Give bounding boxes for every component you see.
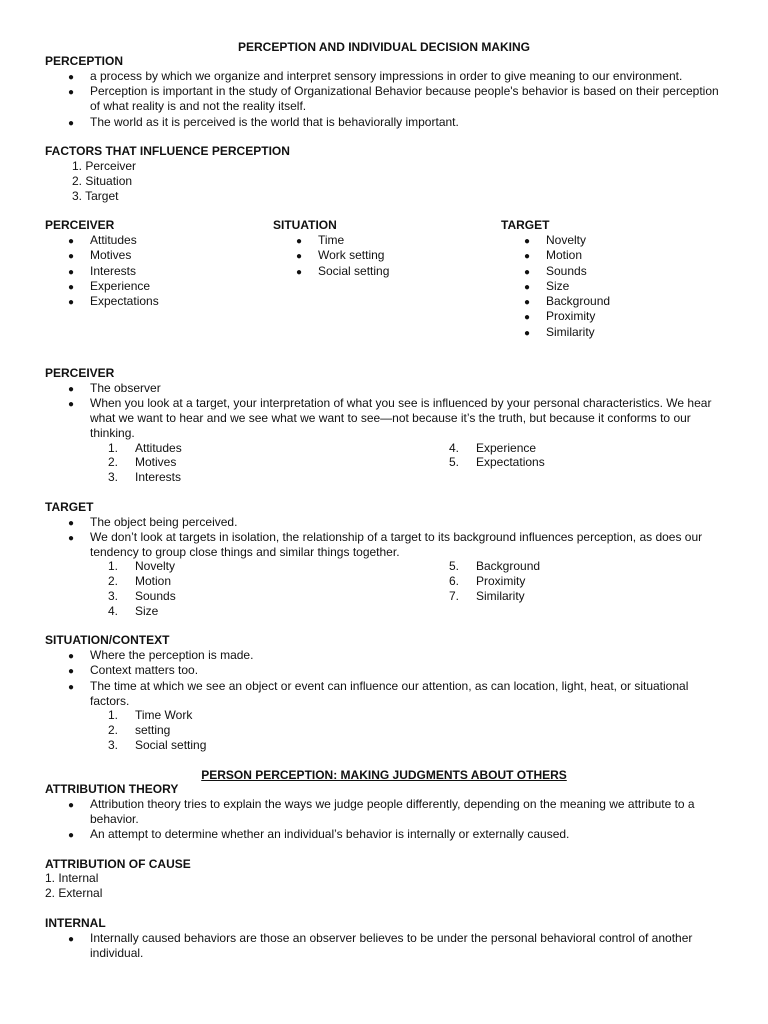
- bullet-icon: ●: [68, 533, 75, 544]
- bullet-icon: ●: [68, 651, 75, 662]
- col-target-item: Proximity: [546, 309, 596, 323]
- col-situation-item: Time: [318, 233, 345, 247]
- bullet-icon: ●: [68, 87, 75, 98]
- col-perceiver-item: Interests: [90, 264, 137, 278]
- list-number: 3.: [108, 470, 119, 484]
- col-perceiver-item: Attitudes: [90, 233, 137, 247]
- cause-item: 1. Internal: [45, 871, 99, 885]
- cause-item: 2. External: [45, 886, 103, 900]
- attribution-cause-heading: ATTRIBUTION OF CAUSE: [45, 857, 191, 871]
- bullet-icon: ●: [68, 682, 75, 693]
- attribution-theory-heading: ATTRIBUTION THEORY: [45, 782, 179, 796]
- list-item: Similarity: [476, 589, 525, 603]
- list-number: 3.: [108, 738, 119, 752]
- list-item: Motion: [135, 574, 172, 588]
- attribution-bullet-1: Attribution theory tries to explain the ways we judge people differently, depending on the meaning we attribute to a behavior.: [90, 797, 695, 826]
- bullet-icon: ●: [68, 830, 75, 841]
- bullet-icon: ●: [68, 666, 75, 677]
- bullet-icon: ●: [68, 399, 75, 410]
- perceiver-section-heading: PERCEIVER: [45, 366, 115, 380]
- bullet-icon: ●: [296, 267, 303, 278]
- col-target-item: Sounds: [546, 264, 587, 278]
- col-perceiver-item: Motives: [90, 248, 132, 262]
- perceiver-bullet-1: The observer: [90, 381, 161, 395]
- target-bullet-1: The object being perceived.: [90, 515, 238, 529]
- list-number: 3.: [108, 589, 119, 603]
- person-perception-heading: PERSON PERCEPTION: MAKING JUDGMENTS ABOUT OTHERS: [201, 768, 567, 782]
- bullet-icon: ●: [68, 267, 75, 278]
- list-item: Social setting: [135, 738, 207, 752]
- list-number: 1.: [108, 441, 119, 455]
- bullet-icon: ●: [68, 800, 75, 811]
- perceiver-bullet-2: When you look at a target, your interpretation of what you see is influenced by your personal characteristics. We hear what we want to hear and we see what we want to see—not because it’s the truth, but because it conforms to our thinking.: [90, 396, 712, 440]
- factor-item: 1. Perceiver: [72, 159, 137, 173]
- bullet-icon: ●: [68, 297, 75, 308]
- bullet-icon: ●: [68, 236, 75, 247]
- bullet-icon: ●: [296, 236, 303, 247]
- bullet-icon: ●: [524, 282, 531, 293]
- bullet-icon: ●: [296, 251, 303, 262]
- factors-heading: FACTORS THAT INFLUENCE PERCEPTION: [45, 144, 290, 158]
- bullet-icon: ●: [524, 328, 531, 339]
- target-bullet-2: We don’t look at targets in isolation, the relationship of a target to its background influences perception, as does our tendency to group close things and similar things together.: [90, 530, 703, 559]
- perception-bullet-2: Perception is important in the study of Organizational Behavior because people's behavior is based on their perception of what reality is and not the reality itself.: [90, 84, 719, 113]
- list-item: setting: [135, 723, 171, 737]
- bullet-icon: ●: [524, 297, 531, 308]
- attribution-bullet-2: An attempt to determine whether an individual’s behavior is internally or externally caused.: [90, 827, 570, 841]
- col-target-item: Novelty: [546, 233, 587, 247]
- list-item: Size: [135, 604, 159, 618]
- perception-bullet-3: The world as it is perceived is the world that is behaviorally important.: [90, 115, 459, 129]
- situation-bullet-2: Context matters too.: [90, 663, 199, 677]
- list-item: Proximity: [476, 574, 526, 588]
- bullet-icon: ●: [524, 236, 531, 247]
- internal-heading: INTERNAL: [45, 916, 106, 930]
- list-item: Motives: [135, 455, 177, 469]
- factor-item: 3. Target: [72, 189, 119, 203]
- list-item: Background: [476, 559, 541, 573]
- list-number: 2.: [108, 455, 119, 469]
- list-item: Interests: [135, 470, 182, 484]
- list-number: 6.: [449, 574, 460, 588]
- bullet-icon: ●: [524, 312, 531, 323]
- list-number: 1.: [108, 708, 119, 722]
- list-number: 4.: [108, 604, 119, 618]
- list-number: 5.: [449, 455, 460, 469]
- list-item: Novelty: [135, 559, 176, 573]
- list-number: 2.: [108, 723, 119, 737]
- bullet-icon: ●: [68, 384, 75, 395]
- list-number: 1.: [108, 559, 119, 573]
- col-target-heading: TARGET: [501, 218, 550, 232]
- list-number: 4.: [449, 441, 460, 455]
- col-perceiver-item: Experience: [90, 279, 151, 293]
- col-situation-item: Work setting: [318, 248, 385, 262]
- target-section-heading: TARGET: [45, 500, 94, 514]
- list-number: 7.: [449, 589, 460, 603]
- list-item: Time Work: [135, 708, 193, 722]
- perception-heading: PERCEPTION: [45, 54, 124, 68]
- bullet-icon: ●: [524, 251, 531, 262]
- bullet-icon: ●: [68, 72, 75, 83]
- list-item: Attitudes: [135, 441, 182, 455]
- col-perceiver-heading: PERCEIVER: [45, 218, 115, 232]
- perception-bullet-1: a process by which we organize and interpret sensory impressions in order to give meaning to our environment.: [90, 69, 683, 83]
- bullet-icon: ●: [68, 518, 75, 529]
- bullet-icon: ●: [524, 267, 531, 278]
- internal-bullet-1: Internally caused behaviors are those an observer believes to be under the personal behavioral control of another individual.: [90, 931, 693, 960]
- col-target-item: Size: [546, 279, 570, 293]
- list-number: 2.: [108, 574, 119, 588]
- bullet-icon: ●: [68, 282, 75, 293]
- list-item: Expectations: [476, 455, 545, 469]
- col-target-item: Similarity: [546, 325, 595, 339]
- situation-bullet-3: The time at which we see an object or event can influence our attention, as can location, light, heat, or situational factors.: [90, 679, 689, 708]
- bullet-icon: ●: [68, 934, 75, 945]
- bullet-icon: ●: [68, 118, 75, 129]
- list-number: 5.: [449, 559, 460, 573]
- list-item: Experience: [476, 441, 537, 455]
- col-situation-heading: SITUATION: [273, 218, 337, 232]
- list-item: Sounds: [135, 589, 176, 603]
- col-perceiver-item: Expectations: [90, 294, 159, 308]
- col-target-item: Background: [546, 294, 611, 308]
- col-target-item: Motion: [546, 248, 583, 262]
- col-situation-item: Social setting: [318, 264, 390, 278]
- page-title: PERCEPTION AND INDIVIDUAL DECISION MAKING: [237, 40, 531, 54]
- situation-bullet-1: Where the perception is made.: [90, 648, 254, 662]
- factor-item: 2. Situation: [72, 174, 133, 188]
- situation-section-heading: SITUATION/CONTEXT: [45, 633, 170, 647]
- bullet-icon: ●: [68, 251, 75, 262]
